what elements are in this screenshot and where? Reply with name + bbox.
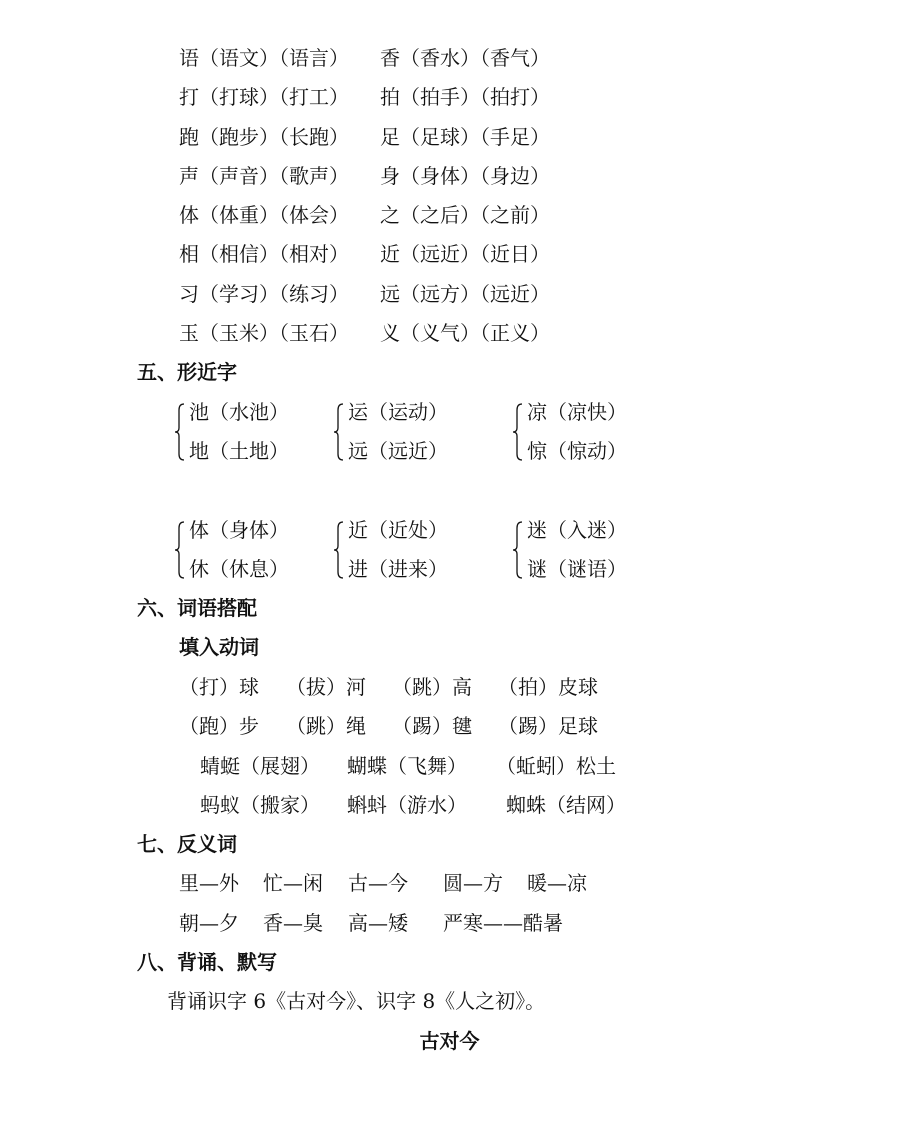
antonym-2-2: 香—臭 bbox=[263, 911, 323, 935]
polyphone-left-1: 语（语文）（语言） bbox=[179, 46, 349, 70]
polyphone-right-6: 近（远近）（近日） bbox=[380, 242, 550, 266]
verb-match-1-1: （打）球 bbox=[179, 675, 259, 699]
section6-heading: 六、词语搭配 bbox=[137, 596, 257, 620]
antonym-2-4: 严寒——酷暑 bbox=[443, 911, 563, 935]
antonym-1-5: 暖—凉 bbox=[527, 871, 587, 895]
similar-char-1b: 地（土地） bbox=[189, 439, 289, 463]
polyphone-right-3: 足（足球）（手足） bbox=[380, 125, 550, 149]
verb-match-2-1: （跑）步 bbox=[179, 714, 259, 738]
similar-char-4a: 体（身体） bbox=[189, 518, 289, 542]
section7-heading: 七、反义词 bbox=[137, 832, 237, 856]
brace-group-6 bbox=[513, 520, 523, 580]
polyphone-left-5: 体（体重）（体会） bbox=[179, 203, 349, 227]
polyphone-left-8: 玉（玉米）（玉石） bbox=[179, 321, 349, 345]
similar-char-4b: 休（休息） bbox=[189, 557, 289, 581]
brace-group-1 bbox=[175, 402, 185, 462]
polyphone-left-4: 声（声音）（歌声） bbox=[179, 164, 349, 188]
antonym-2-1: 朝—夕 bbox=[179, 911, 239, 935]
similar-char-3b: 惊（惊动） bbox=[527, 439, 627, 463]
brace-group-5 bbox=[334, 520, 344, 580]
similar-char-5a: 近（近处） bbox=[348, 518, 448, 542]
recite-instruction: 背诵识字 6《古对今》、识字 8《人之初》。 bbox=[167, 989, 546, 1013]
antonym-1-4: 圆—方 bbox=[443, 871, 503, 895]
polyphone-left-6: 相（相信）（相对） bbox=[179, 242, 349, 266]
section8-heading: 八、背诵、默写 bbox=[137, 950, 277, 974]
polyphone-right-8: 义（义气）（正义） bbox=[380, 321, 550, 345]
similar-char-2a: 运（运动） bbox=[348, 400, 448, 424]
polyphone-right-7: 远（远方）（远近） bbox=[380, 282, 550, 306]
verb-match-4-1: 蚂蚁（搬家） bbox=[200, 793, 320, 817]
similar-char-5b: 进（进来） bbox=[348, 557, 448, 581]
verb-match-3-3: （蚯蚓）松土 bbox=[496, 754, 616, 778]
antonym-2-3: 高—矮 bbox=[348, 911, 408, 935]
polyphone-right-5: 之（之后）（之前） bbox=[380, 203, 550, 227]
similar-char-1a: 池（水池） bbox=[189, 400, 289, 424]
verb-match-2-4: （踢）足球 bbox=[498, 714, 598, 738]
verb-match-1-3: （跳）高 bbox=[392, 675, 472, 699]
polyphone-right-1: 香（香水）（香气） bbox=[380, 46, 550, 70]
antonym-1-1: 里—外 bbox=[179, 871, 239, 895]
brace-group-3 bbox=[513, 402, 523, 462]
section5-heading: 五、形近字 bbox=[137, 360, 237, 384]
polyphone-left-7: 习（学习）（练习） bbox=[179, 282, 349, 306]
poem-title: 古对今 bbox=[419, 1029, 480, 1053]
brace-group-4 bbox=[175, 520, 185, 580]
verb-match-4-2: 蝌蚪（游水） bbox=[347, 793, 467, 817]
polyphone-left-2: 打（打球）（打工） bbox=[179, 85, 349, 109]
section6-subheading: 填入动词 bbox=[179, 635, 259, 659]
similar-char-2b: 远（远近） bbox=[348, 439, 448, 463]
polyphone-right-4: 身（身体）（身边） bbox=[380, 164, 550, 188]
verb-match-1-2: （拔）河 bbox=[286, 675, 366, 699]
polyphone-left-3: 跑（跑步）（长跑） bbox=[179, 125, 349, 149]
polyphone-right-2: 拍（拍手）（拍打） bbox=[380, 85, 550, 109]
similar-char-3a: 凉（凉快） bbox=[527, 400, 627, 424]
verb-match-3-2: 蝴蝶（飞舞） bbox=[347, 754, 467, 778]
verb-match-2-2: （跳）绳 bbox=[286, 714, 366, 738]
similar-char-6a: 迷（入迷） bbox=[527, 518, 627, 542]
antonym-1-2: 忙—闲 bbox=[263, 871, 323, 895]
verb-match-4-3: 蜘蛛（结网） bbox=[506, 793, 626, 817]
verb-match-3-1: 蜻蜓（展翅） bbox=[200, 754, 320, 778]
verb-match-2-3: （踢）毽 bbox=[392, 714, 472, 738]
similar-char-6b: 谜（谜语） bbox=[527, 557, 627, 581]
antonym-1-3: 古—今 bbox=[348, 871, 408, 895]
brace-group-2 bbox=[334, 402, 344, 462]
verb-match-1-4: （拍）皮球 bbox=[498, 675, 598, 699]
